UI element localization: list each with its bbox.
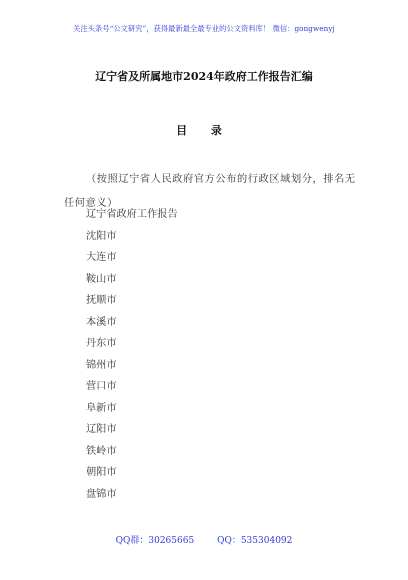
toc-entry-anshan[interactable]: 鞍山市	[86, 273, 117, 285]
toc-entry-fuxin[interactable]: 阜新市	[86, 402, 117, 414]
toc-entry-shenyang[interactable]: 沈阳市	[86, 230, 117, 242]
toc-entry-tieling[interactable]: 铁岭市	[86, 445, 117, 457]
toc-entry-jinzhou[interactable]: 锦州市	[86, 359, 117, 371]
toc-entry-provincial-report[interactable]: 辽宁省政府工作报告	[86, 209, 178, 220]
toc-heading: 目 录	[176, 124, 232, 137]
footer-qq-group: QQ群：30265665	[115, 536, 195, 546]
toc-entry-panjin[interactable]: 盘锦市	[86, 488, 117, 500]
footer-contact	[0, 533, 408, 546]
toc-entry-liaoyang[interactable]: 辽阳市	[86, 424, 117, 435]
header-banner: 关注头条号“公文研究”，获得最新最全最专业的公文资料库！ 微信：gongwenyj	[73, 24, 335, 33]
toc-entry-dandong[interactable]: 丹东市	[86, 338, 117, 349]
toc-entry-benxi[interactable]: 本溪市	[86, 316, 117, 328]
toc-entry-chaoyang[interactable]: 朝阳市	[86, 467, 117, 478]
ordering-note: （按照辽宁省人民政府官方公布的行政区域划分，排名无任何意义）	[64, 174, 356, 209]
toc-entry-fushun[interactable]: 抚顺市	[86, 295, 117, 306]
toc-list	[86, 204, 178, 505]
document-title: 辽宁省及所属地市2024年政府工作报告汇编	[95, 70, 313, 83]
toc-entry-yingkou[interactable]: 营口市	[86, 381, 117, 392]
footer-qq: QQ：535304092	[217, 536, 293, 546]
toc-entry-dalian[interactable]: 大连市	[86, 252, 117, 263]
